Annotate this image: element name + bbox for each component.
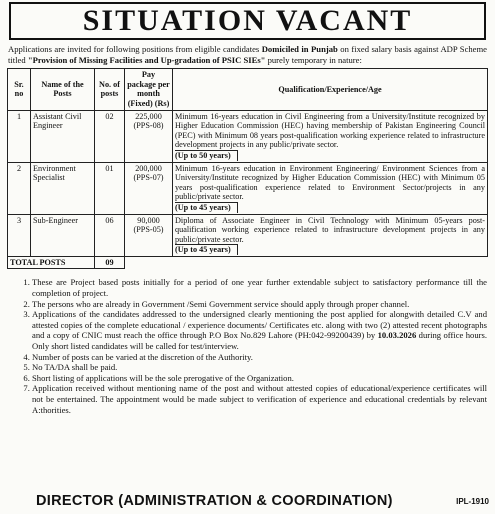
- terms-list: [6, 277, 489, 415]
- row-count: 06: [95, 214, 125, 256]
- header-post: Name of the Posts: [31, 69, 95, 110]
- signatory: DIRECTOR (ADMINISTRATION & COORDINATION): [36, 493, 393, 509]
- header-pay: Pay package per month (Fixed) (Rs): [125, 69, 173, 110]
- positions-table: [7, 68, 488, 269]
- header-sr: Sr. no: [8, 69, 31, 110]
- age-limit: (Up to 50 years): [175, 150, 238, 161]
- pay-amount: 90,000: [137, 215, 160, 225]
- table-row: [8, 162, 488, 214]
- row-sr: 2: [8, 162, 31, 214]
- table-row: [8, 110, 488, 162]
- note-text: during office hours. Only short listed candidates will be called for test/interview.: [32, 330, 487, 352]
- row-qualification: [173, 214, 488, 256]
- row-qualification: [173, 110, 488, 162]
- pay-scale: (PPS-05): [133, 225, 164, 235]
- list-item: 1. These are Project based posts initially for a period of one year further extendable subject to satisfactory performance till the completion of project.: [32, 277, 489, 298]
- pay-scale: (PPS-08): [133, 121, 164, 131]
- page-title: SITUATION VACANT: [9, 2, 486, 40]
- list-item: 2. The persons who are already in Government /Semi Government service should apply through proper channel.: [32, 299, 489, 310]
- row-pay: [125, 214, 173, 256]
- intro-paragraph: [8, 44, 487, 65]
- row-count: 02: [95, 110, 125, 162]
- footer: [8, 493, 491, 511]
- row-sr: 1: [8, 110, 31, 162]
- pay-amount: 225,000: [135, 111, 162, 121]
- table-header-row: [8, 69, 488, 110]
- list-item: [32, 309, 489, 351]
- row-post: Assistant Civil Engineer: [31, 110, 95, 162]
- row-post: Sub-Engineer: [31, 214, 95, 256]
- intro-domicile: Domiciled in Punjab: [261, 44, 338, 54]
- row-pay: [125, 110, 173, 162]
- intro-text: Applications are invited for following positions from eligible candidates: [8, 44, 262, 54]
- header-qualification: Qualification/Experience/Age: [173, 69, 488, 110]
- empty-cell: [173, 256, 488, 269]
- ad-code: IPL-1910: [456, 497, 489, 506]
- list-item: 4. Number of posts can be varied at the discretion of the Authority.: [32, 352, 489, 363]
- list-item: 7. Application received without mentioning name of the post and without attested copies of educational/experience certificates will not be entertained. The appointment would be made subject to verification of experience and educational credentials by relevant A:thorities.: [32, 383, 489, 415]
- header-count: No. of posts: [95, 69, 125, 110]
- row-qualification: [173, 162, 488, 214]
- list-item: 5. No TA/DA shall be paid.: [32, 362, 489, 373]
- row-post: Environment Specialist: [31, 162, 95, 214]
- age-limit: (Up to 45 years): [175, 202, 238, 213]
- intro-text: purely temporary in nature:: [265, 54, 362, 65]
- row-sr: 3: [8, 214, 31, 256]
- intro-scheme-title: "Provision of Missing Facilities and Up-gradation of PSIC SIEs": [27, 54, 266, 65]
- pay-scale: (PPS-07): [133, 173, 164, 183]
- deadline-date: 10.03.2026: [377, 330, 417, 341]
- note-text: Applications of the candidates addressed to the undersigned clearly mentioning the post applied for alongwith detailed C.V and attested copies of the complete educational / experience documents/ Certificates etc. along with two (2) attested recent photographs and a copy of CNIC must reach the office through P.O Box No.829 Lahore (PH:042-99200439) by: [32, 309, 487, 341]
- pay-amount: 200,000: [135, 163, 162, 173]
- row-count: 01: [95, 162, 125, 214]
- table-row: [8, 214, 488, 256]
- intro-text: on fixed salary basis against ADP Scheme titled: [8, 44, 487, 65]
- total-label: TOTAL POSTS: [8, 256, 95, 269]
- list-item: 6. Short listing of applications will be the sole prerogative of the Organization.: [32, 373, 489, 384]
- qualification-text: Minimum 16-years education in Environment Engineering/ Environment Sciences from a University/Institute recognized by Higher Education Commission (HEC) with Minimum 05 years post-qualification experience related to Environment Sector/projects in any public/private sector.: [175, 163, 485, 202]
- row-pay: [125, 162, 173, 214]
- qualification-text: Diploma of Associate Engineer in Civil Technology with Minimum 05-years post-qualification working experience related to infrastructure development projects in any public/private sector.: [175, 215, 485, 244]
- total-value: 09: [95, 256, 125, 269]
- total-row: [8, 256, 488, 269]
- qualification-text: Minimum 16-years education in Civil Engineering from a University/Institute recognized by Higher Education Commission (HEC) having membership of Pakistan Engineering Council (PEC) with Minimum 08 years post-qualification working experience related to infrastructure development projects in any public/private sector.: [175, 111, 485, 150]
- empty-cell: [125, 256, 173, 269]
- age-limit: (Up to 45 years): [175, 244, 238, 255]
